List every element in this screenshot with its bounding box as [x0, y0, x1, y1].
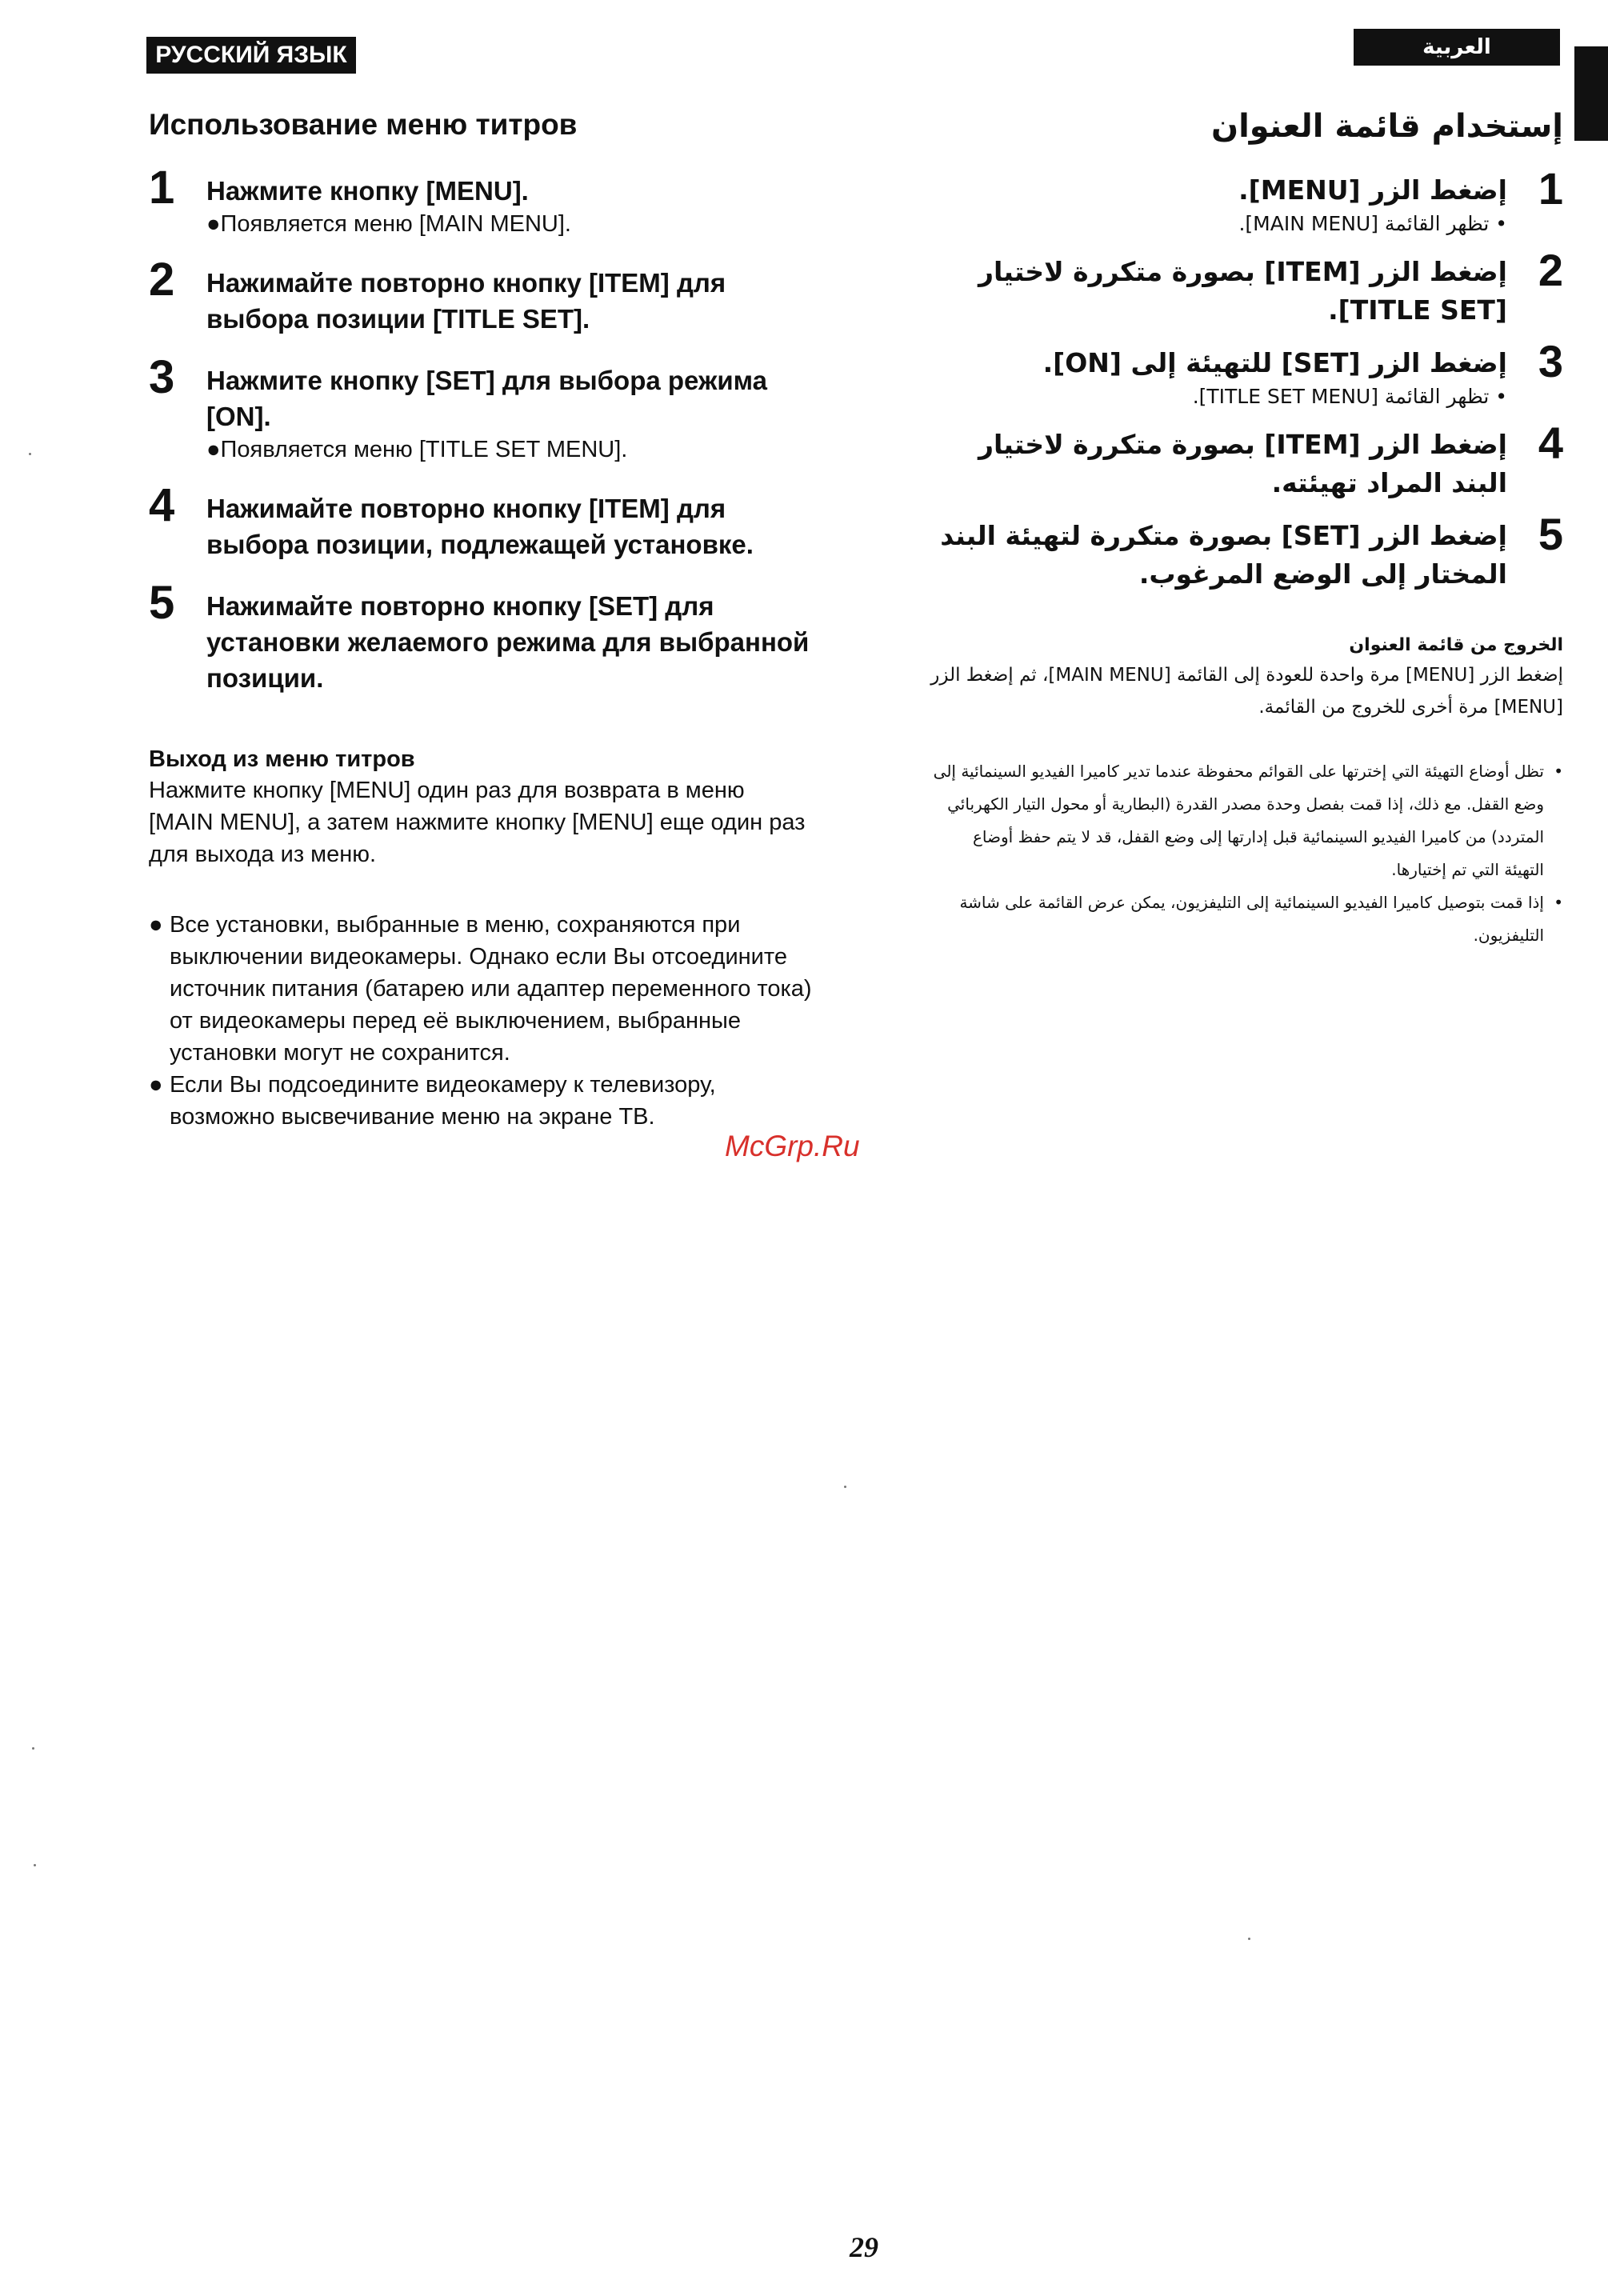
page-edge-marker — [1574, 46, 1608, 141]
step-number: 2 — [1538, 245, 1563, 295]
step-note: • تظهر القائمة [TITLE SET MENU]. — [1192, 385, 1507, 408]
section-title: Использование меню титров — [149, 108, 578, 141]
exit-heading: Выход из меню титров — [149, 746, 415, 773]
step-number: 1 — [1538, 163, 1563, 214]
note-text: Все установки, выбранные в меню, сохраняются при выключении видеокамеры. Однако если Вы отсоедините источник питания (батарею или адаптер переменного тока) от видеокамеры перед её выключением, выбранные установки могут не сохранится. — [170, 912, 812, 1066]
scan-speck — [844, 1486, 846, 1488]
step-text: إضغط الزر [MENU]. — [1238, 174, 1507, 206]
exit-heading-arabic: الخروج من قائمة العنوان — [1349, 635, 1563, 655]
step-number: 4 — [1538, 418, 1563, 468]
step-text: إضغط الزر [ITEM] بصورة متكررة لاختيار البند المراد تهيئته. — [978, 429, 1507, 498]
step-number: 1 — [149, 162, 175, 214]
step-note: ●Появляется меню [MAIN MENU]. — [206, 211, 571, 238]
note-item — [928, 755, 1563, 886]
arabic-column — [928, 104, 1563, 952]
bullet-icon: ● — [149, 1072, 163, 1098]
watermark: McGrp.Ru — [725, 1130, 860, 1162]
step-text: إضغط الزر [SET] بصورة متكررة لتهيئة البند المختار إلى الوضع المرغوب. — [940, 520, 1507, 590]
scan-speck — [32, 1747, 34, 1750]
step-3 — [149, 351, 813, 465]
step-text: Нажимайте повторно кнопку [ITEM] для выбора позиции [TITLE SET]. — [206, 268, 726, 334]
note-item — [928, 886, 1563, 952]
notes-list-arabic — [928, 755, 1563, 952]
exit-text: Нажмите кнопку [MENU] один раз для возврата в меню [MAIN MENU], а затем нажмите кнопку [MENU] еще один раз для выхода из меню. — [149, 778, 806, 868]
arabic-step-5 — [928, 509, 1563, 594]
step-1 — [149, 162, 813, 239]
step-text: إضغط الزر [SET] للتهيئة إلى [ON]. — [1042, 347, 1507, 378]
step-note: ●Появляется меню [TITLE SET MENU]. — [206, 437, 628, 463]
language-tag-russian: РУССКИЙ ЯЗЫК — [146, 37, 356, 74]
step-number: 2 — [149, 254, 175, 306]
step-5 — [149, 577, 813, 696]
step-4 — [149, 479, 813, 562]
bullet-icon: • — [1554, 762, 1563, 781]
step-note: • تظهر القائمة [MAIN MENU]. — [1238, 212, 1507, 235]
notes-list — [149, 909, 813, 1133]
step-text: إضغط الزر [ITEM] بصورة متكررة لاختيار [TITLE SET]. — [978, 256, 1507, 326]
exit-text-arabic: إضغط الزر [MENU] مرة واحدة للعودة إلى القائمة [MAIN MENU]، ثم إضغط الزر [MENU] مرة أخرى للخروج من القائمة. — [930, 665, 1563, 718]
step-number: 5 — [1538, 509, 1563, 559]
bullet-icon: ● — [149, 912, 163, 938]
note-text: Если Вы подсоедините видеокамеру к телевизору, возможно высвечивание меню на экране ТВ. — [170, 1072, 716, 1130]
step-2 — [149, 254, 813, 337]
russian-column — [149, 107, 813, 1133]
scan-speck — [1248, 1938, 1250, 1940]
step-text: Нажмите кнопку [MENU]. — [206, 176, 529, 206]
step-number: 4 — [149, 479, 175, 532]
scan-speck — [34, 1864, 36, 1866]
step-text: Нажмите кнопку [SET] для выбора режима [ON]. — [206, 366, 767, 432]
step-number: 5 — [149, 577, 175, 630]
language-tag-arabic: العربية — [1354, 29, 1560, 66]
note-text: تظل أوضاع التهيئة التي إخترتها على القوائم محفوظة عندما تدير كاميرا الفيديو السينمائية إلى وضع القفل. مع ذلك، إذا قمت بفصل وحدة مصدر القدرة (البطارية أو محول التيار الكهربائي المتردد) من كاميرا الفيديو السينمائية قبل إدارتها إلى وضع القفل، قد لا يتم حفظ أوضاع التهيئة التي تم إختيارها. — [933, 762, 1544, 879]
arabic-step-3 — [928, 336, 1563, 411]
page-number: 29 — [850, 2231, 878, 2263]
step-number: 3 — [149, 351, 175, 404]
scan-speck — [29, 453, 31, 455]
arabic-step-1 — [928, 163, 1563, 238]
step-number: 3 — [1538, 336, 1563, 386]
note-item — [149, 1069, 813, 1133]
arabic-step-2 — [928, 245, 1563, 330]
note-text: إذا قمت بتوصيل كاميرا الفيديو السينمائية إلى التليفزيون، يمكن عرض القائمة على شاشة التليفزيون. — [959, 893, 1544, 945]
arabic-step-4 — [928, 418, 1563, 502]
step-text: Нажимайте повторно кнопку [SET] для установки желаемого режима для выбранной позиции. — [206, 591, 810, 694]
bullet-icon: • — [1554, 893, 1563, 912]
section-title-arabic: إستخدام قائمة العنوان — [1210, 108, 1563, 145]
step-text: Нажимайте повторно кнопку [ITEM] для выбора позиции, подлежащей установке. — [206, 494, 754, 560]
note-item — [149, 909, 813, 1069]
